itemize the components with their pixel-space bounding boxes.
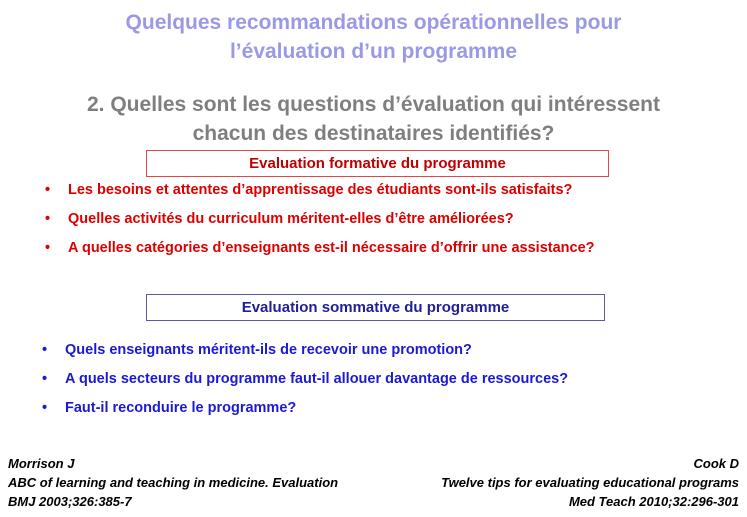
slide-title-line-1: Quelques recommandations opérationnelles pour (125, 11, 622, 34)
bullet-icon: • (45, 182, 51, 198)
bullet-icon: • (45, 211, 51, 227)
reference-title: Twelve tips for evaluating educational programs (441, 475, 739, 490)
list-item-text: A quelles catégories d’enseignants est-il nécessaire d’offrir une assistance? (68, 240, 595, 256)
list-item (42, 365, 568, 394)
list-item-text: Quels enseignants méritent-ils de recevoir une promotion? (65, 342, 472, 358)
reference-title: ABC of learning and teaching in medicine. Evaluation (8, 475, 339, 490)
slide-title (0, 8, 747, 66)
reference-morrison (8, 454, 338, 511)
list-item (45, 234, 595, 263)
reference-author: Cook D (693, 456, 739, 471)
list-item (42, 394, 568, 423)
slide-title-line-2: l’évaluation d’un programme (229, 40, 518, 63)
summative-evaluation-heading: Evaluation sommative du programme (146, 294, 605, 321)
reference-author: Morrison J (8, 456, 75, 471)
list-item-text: Quelles activités du curriculum méritent-elles d’être améliorées? (68, 211, 514, 227)
bullet-icon: • (42, 342, 48, 358)
list-item (45, 176, 595, 205)
question-line-1: 2. Quelles sont les questions d’évaluation qui intéressent (87, 93, 660, 116)
bullet-icon: • (45, 240, 51, 256)
question-heading (0, 90, 747, 148)
list-item (42, 336, 568, 365)
list-item-text: Les besoins et attentes d’apprentissage des étudiants sont-ils satisfaits? (68, 182, 573, 198)
summative-questions-list (42, 336, 568, 423)
reference-source: Med Teach 2010;32:296-301 (568, 494, 739, 509)
bullet-icon: • (42, 371, 48, 387)
list-item-text: Faut-il reconduire le programme? (65, 400, 297, 416)
question-line-2: chacun des destinataires identifiés? (192, 122, 555, 145)
list-item-text: A quels secteurs du programme faut-il allouer davantage de ressources? (65, 371, 569, 387)
reference-cook (441, 454, 739, 511)
reference-source: BMJ 2003;326:385-7 (8, 494, 132, 509)
formative-questions-list (45, 176, 595, 263)
list-item (45, 205, 595, 234)
formative-evaluation-heading: Evaluation formative du programme (146, 150, 609, 177)
bullet-icon: • (42, 400, 48, 416)
